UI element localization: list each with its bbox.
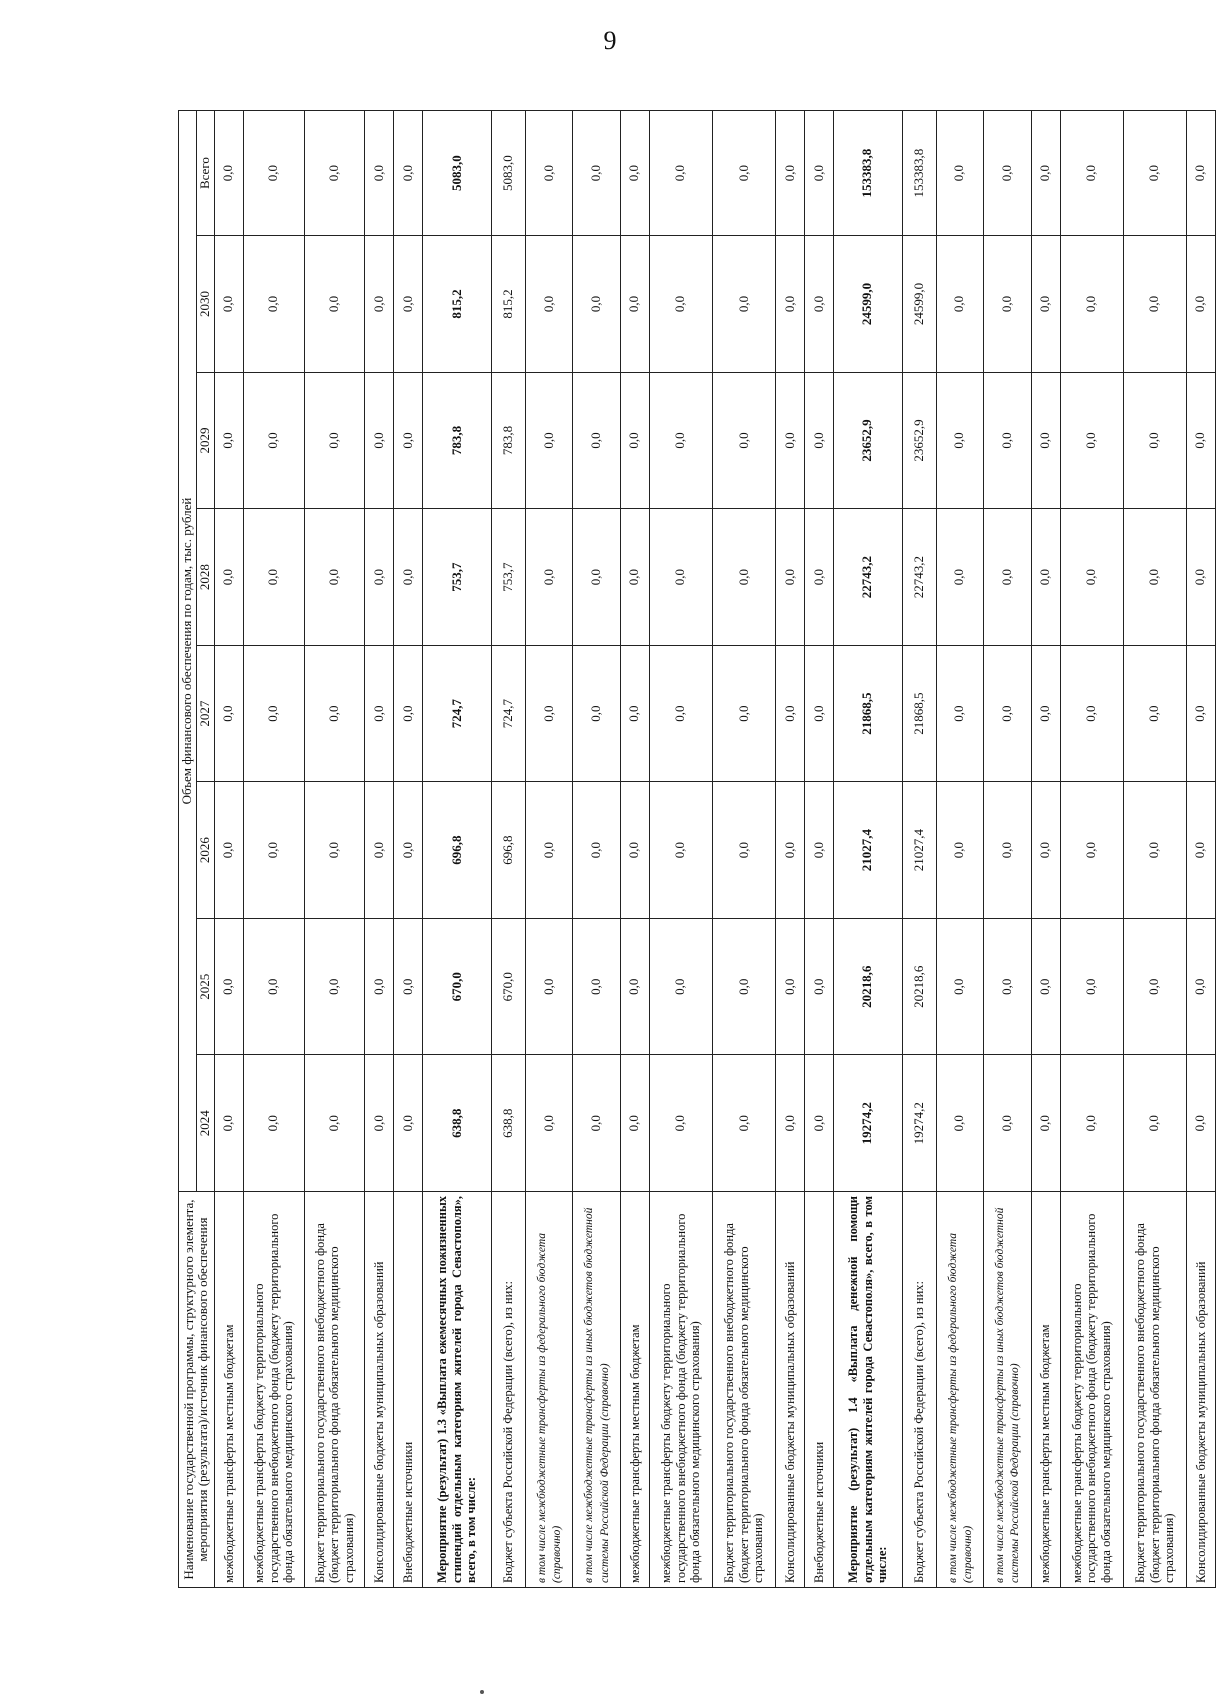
row-name-text: Консолидированные бюджеты муниципальных образований bbox=[782, 1261, 797, 1583]
total-value-cell: 0,0 bbox=[365, 111, 394, 236]
total-value-cell: 0,0 bbox=[394, 111, 423, 236]
table-row bbox=[834, 111, 902, 1588]
year-value-cell: 815,2 bbox=[423, 236, 491, 373]
row-name-cell bbox=[525, 1192, 572, 1588]
year-value-cell: 0,0 bbox=[1060, 1055, 1123, 1192]
year-value-cell: 0,0 bbox=[1186, 645, 1215, 782]
year-value-cell: 0,0 bbox=[936, 782, 983, 919]
total-value-cell: 0,0 bbox=[1060, 111, 1123, 236]
row-name-cell bbox=[649, 1192, 712, 1588]
row-name-text: межбюджетные трансферты местным бюджетам bbox=[221, 1324, 236, 1583]
total-value-cell: 0,0 bbox=[573, 111, 620, 236]
year-value-cell: 0,0 bbox=[776, 509, 805, 646]
year-value-cell: 0,0 bbox=[649, 918, 712, 1055]
row-name-text: Бюджет субъекта Российской Федерации (всего), из них: bbox=[911, 1280, 926, 1583]
year-value-cell: 21868,5 bbox=[834, 645, 902, 782]
table-row bbox=[1031, 111, 1060, 1588]
year-value-cell: 0,0 bbox=[394, 509, 423, 646]
year-value-cell: 0,0 bbox=[805, 236, 834, 373]
row-name-text: Внебюджетные источники bbox=[401, 1441, 416, 1583]
year-header: 2028 bbox=[196, 509, 214, 646]
year-value-cell: 0,0 bbox=[365, 782, 394, 919]
year-value-cell: 0,0 bbox=[573, 236, 620, 373]
year-value-cell: 0,0 bbox=[649, 1055, 712, 1192]
year-value-cell: 0,0 bbox=[1123, 236, 1186, 373]
year-value-cell: 0,0 bbox=[243, 782, 304, 919]
year-value-cell: 0,0 bbox=[1060, 372, 1123, 509]
table-row bbox=[491, 111, 525, 1588]
table-row bbox=[902, 111, 936, 1588]
year-value-cell: 0,0 bbox=[394, 372, 423, 509]
year-value-cell: 0,0 bbox=[620, 236, 649, 373]
year-value-cell: 0,0 bbox=[1123, 782, 1186, 919]
total-value-cell: 0,0 bbox=[1186, 111, 1215, 236]
row-name-cell bbox=[394, 1192, 423, 1588]
year-value-cell: 0,0 bbox=[1060, 509, 1123, 646]
total-value-cell: 153383,8 bbox=[902, 111, 936, 236]
year-value-cell: 0,0 bbox=[1186, 372, 1215, 509]
table-row bbox=[936, 111, 983, 1588]
year-value-cell: 0,0 bbox=[984, 236, 1031, 373]
year-value-cell: 0,0 bbox=[936, 236, 983, 373]
year-value-cell: 783,8 bbox=[491, 372, 525, 509]
year-value-cell: 0,0 bbox=[1031, 645, 1060, 782]
year-value-cell: 0,0 bbox=[1123, 1055, 1186, 1192]
total-value-cell: 0,0 bbox=[805, 111, 834, 236]
year-value-cell: 0,0 bbox=[243, 918, 304, 1055]
year-value-cell: 21027,4 bbox=[834, 782, 902, 919]
header-volume-cell: Объем финансового обеспечения по годам, тыс. рублей bbox=[179, 111, 197, 1192]
year-value-cell: 0,0 bbox=[984, 509, 1031, 646]
row-name-cell bbox=[984, 1192, 1031, 1588]
year-value-cell: 0,0 bbox=[620, 782, 649, 919]
year-value-cell: 0,0 bbox=[214, 509, 243, 646]
year-value-cell: 21868,5 bbox=[902, 645, 936, 782]
table-row bbox=[573, 111, 620, 1588]
year-value-cell: 696,8 bbox=[491, 782, 525, 919]
year-value-cell: 0,0 bbox=[304, 509, 365, 646]
year-value-cell: 0,0 bbox=[1186, 918, 1215, 1055]
year-value-cell: 0,0 bbox=[712, 782, 775, 919]
year-value-cell: 0,0 bbox=[1186, 782, 1215, 919]
year-value-cell: 0,0 bbox=[1060, 782, 1123, 919]
year-value-cell: 0,0 bbox=[525, 645, 572, 782]
year-value-cell: 0,0 bbox=[649, 645, 712, 782]
year-value-cell: 753,7 bbox=[491, 509, 525, 646]
year-value-cell: 19274,2 bbox=[902, 1055, 936, 1192]
year-value-cell: 0,0 bbox=[1123, 645, 1186, 782]
year-value-cell: 24599,0 bbox=[902, 236, 936, 373]
year-value-cell: 19274,2 bbox=[834, 1055, 902, 1192]
year-value-cell: 0,0 bbox=[776, 645, 805, 782]
year-value-cell: 0,0 bbox=[984, 782, 1031, 919]
year-value-cell: 670,0 bbox=[423, 918, 491, 1055]
header-name-cell: Наименование государственной программы, структурного элемента, мероприятия (результата)/источник финансового обеспечения bbox=[179, 1192, 215, 1588]
row-name-cell bbox=[573, 1192, 620, 1588]
row-name-text: межбюджетные трансферты местным бюджетам bbox=[1038, 1324, 1053, 1583]
year-value-cell: 0,0 bbox=[805, 782, 834, 919]
row-name-text: межбюджетные трансферты бюджету территориального государственного внебюджетного фонда (бюджету территориального фонда обязательного медицинского страхования) bbox=[659, 1213, 702, 1583]
total-value-cell: 5083,0 bbox=[491, 111, 525, 236]
year-value-cell: 0,0 bbox=[243, 645, 304, 782]
year-value-cell: 0,0 bbox=[573, 645, 620, 782]
year-value-cell: 0,0 bbox=[1031, 509, 1060, 646]
row-name-cell bbox=[423, 1192, 491, 1588]
year-value-cell: 0,0 bbox=[243, 1055, 304, 1192]
year-value-cell: 0,0 bbox=[1031, 918, 1060, 1055]
total-value-cell: 0,0 bbox=[525, 111, 572, 236]
table-row bbox=[620, 111, 649, 1588]
row-name-text: в том числе межбюджетные трансферты из федерального бюджета (справочно) bbox=[946, 1232, 974, 1583]
year-value-cell: 0,0 bbox=[214, 918, 243, 1055]
total-value-cell: 0,0 bbox=[214, 111, 243, 236]
year-value-cell: 0,0 bbox=[365, 918, 394, 1055]
year-value-cell: 0,0 bbox=[214, 1055, 243, 1192]
year-value-cell: 0,0 bbox=[214, 236, 243, 373]
row-name-text: Бюджет территориального государственного внебюджетного фонда (бюджет территориального фонда обязательного медицинского страхования) bbox=[312, 1223, 356, 1583]
row-name-cell bbox=[491, 1192, 525, 1588]
row-name-text: Консолидированные бюджеты муниципальных образований bbox=[1193, 1261, 1208, 1583]
year-value-cell: 0,0 bbox=[573, 372, 620, 509]
total-value-cell: 0,0 bbox=[1031, 111, 1060, 236]
year-value-cell: 0,0 bbox=[394, 918, 423, 1055]
year-header: 2029 bbox=[196, 372, 214, 509]
table-row bbox=[394, 111, 423, 1588]
row-name-text: в том числе межбюджетные трансферты из иных бюджетов бюджетной системы Российской Федерации (справочно) bbox=[583, 1207, 611, 1583]
table-row bbox=[423, 111, 491, 1588]
total-value-cell: 0,0 bbox=[936, 111, 983, 236]
year-value-cell: 0,0 bbox=[712, 1055, 775, 1192]
row-name-text: в том числе межбюджетные трансферты из иных бюджетов бюджетной системы Российской Федерации (справочно) bbox=[994, 1207, 1022, 1583]
year-value-cell: 0,0 bbox=[805, 509, 834, 646]
page-number: 9 bbox=[603, 26, 617, 55]
year-value-cell: 0,0 bbox=[1186, 1055, 1215, 1192]
year-value-cell: 0,0 bbox=[805, 645, 834, 782]
year-value-cell: 0,0 bbox=[649, 372, 712, 509]
year-value-cell: 0,0 bbox=[936, 918, 983, 1055]
year-header: 2030 bbox=[196, 236, 214, 373]
year-value-cell: 0,0 bbox=[1031, 236, 1060, 373]
table-row bbox=[1060, 111, 1123, 1588]
total-value-cell: 0,0 bbox=[1123, 111, 1186, 236]
year-value-cell: 23652,9 bbox=[834, 372, 902, 509]
year-value-cell: 0,0 bbox=[1123, 372, 1186, 509]
year-value-cell: 0,0 bbox=[712, 236, 775, 373]
total-value-cell: 0,0 bbox=[304, 111, 365, 236]
row-name-text: Мероприятие (результат) 1.4 «Выплата денежной помощи отдельным категориям жителей города Севастополя», всего, в том числе: bbox=[846, 1196, 889, 1583]
year-value-cell: 0,0 bbox=[984, 372, 1031, 509]
total-value-cell: 0,0 bbox=[776, 111, 805, 236]
year-value-cell: 0,0 bbox=[805, 1055, 834, 1192]
year-header: 2026 bbox=[196, 782, 214, 919]
row-name-cell bbox=[902, 1192, 936, 1588]
year-value-cell: 0,0 bbox=[1123, 918, 1186, 1055]
year-value-cell: 0,0 bbox=[1186, 236, 1215, 373]
year-value-cell: 0,0 bbox=[984, 1055, 1031, 1192]
year-value-cell: 0,0 bbox=[394, 645, 423, 782]
year-value-cell: 0,0 bbox=[776, 782, 805, 919]
year-value-cell: 0,0 bbox=[620, 372, 649, 509]
year-value-cell: 0,0 bbox=[525, 509, 572, 646]
row-name-text: Мероприятие (результат) 1.3 «Выплата ежемесячных пожизненных стипендий отдельным категориям жителей города Севастополя», всего, в том числе: bbox=[435, 1196, 479, 1583]
row-name-cell bbox=[834, 1192, 902, 1588]
year-value-cell: 21027,4 bbox=[902, 782, 936, 919]
total-value-cell: 0,0 bbox=[649, 111, 712, 236]
row-name-text: межбюджетные трансферты бюджету территориального государственного внебюджетного фонда (бюджету территориального фонда обязательного медицинского страхования) bbox=[1070, 1213, 1113, 1583]
year-value-cell: 0,0 bbox=[1060, 918, 1123, 1055]
year-value-cell: 0,0 bbox=[776, 236, 805, 373]
year-value-cell: 783,8 bbox=[423, 372, 491, 509]
year-value-cell: 0,0 bbox=[1060, 236, 1123, 373]
year-value-cell: 670,0 bbox=[491, 918, 525, 1055]
row-name-cell bbox=[620, 1192, 649, 1588]
year-value-cell: 696,8 bbox=[423, 782, 491, 919]
total-value-cell: 0,0 bbox=[712, 111, 775, 236]
total-value-cell: 0,0 bbox=[243, 111, 304, 236]
row-name-text: в том числе межбюджетные трансферты из федерального бюджета (справочно) bbox=[535, 1232, 564, 1583]
year-value-cell: 0,0 bbox=[365, 509, 394, 646]
table-row bbox=[805, 111, 834, 1588]
row-name-text: Консолидированные бюджеты муниципальных образований bbox=[372, 1261, 387, 1583]
year-value-cell: 0,0 bbox=[1060, 645, 1123, 782]
year-value-cell: 0,0 bbox=[365, 372, 394, 509]
year-value-cell: 0,0 bbox=[365, 1055, 394, 1192]
year-value-cell: 0,0 bbox=[573, 782, 620, 919]
total-value-cell: 0,0 bbox=[984, 111, 1031, 236]
year-value-cell: 724,7 bbox=[491, 645, 525, 782]
year-value-cell: 0,0 bbox=[394, 236, 423, 373]
year-value-cell: 0,0 bbox=[304, 918, 365, 1055]
year-value-cell: 0,0 bbox=[525, 372, 572, 509]
year-value-cell: 0,0 bbox=[936, 1055, 983, 1192]
year-value-cell: 0,0 bbox=[1186, 509, 1215, 646]
row-name-text: межбюджетные трансферты бюджету территориального государственного внебюджетного фонда (бюджету территориального фонда обязательного медицинского страхования) bbox=[252, 1213, 295, 1583]
scan-speck bbox=[480, 1690, 484, 1694]
year-value-cell: 0,0 bbox=[620, 509, 649, 646]
year-value-cell: 0,0 bbox=[525, 782, 572, 919]
year-value-cell: 724,7 bbox=[423, 645, 491, 782]
year-value-cell: 0,0 bbox=[649, 236, 712, 373]
table-row bbox=[525, 111, 572, 1588]
financing-table bbox=[178, 110, 1216, 1588]
table-row bbox=[243, 111, 304, 1588]
year-value-cell: 0,0 bbox=[243, 236, 304, 373]
year-value-cell: 0,0 bbox=[304, 1055, 365, 1192]
year-value-cell: 23652,9 bbox=[902, 372, 936, 509]
row-name-text: Бюджет территориального государственного внебюджетного фонда (бюджет территориального фонда обязательного медицинского страхования) bbox=[1133, 1223, 1176, 1583]
year-value-cell: 0,0 bbox=[1031, 372, 1060, 509]
table-row bbox=[1123, 111, 1186, 1588]
year-value-cell: 0,0 bbox=[620, 918, 649, 1055]
year-value-cell: 638,8 bbox=[491, 1055, 525, 1192]
table-row bbox=[365, 111, 394, 1588]
year-value-cell: 0,0 bbox=[984, 918, 1031, 1055]
year-value-cell: 0,0 bbox=[573, 1055, 620, 1192]
year-value-cell: 0,0 bbox=[936, 509, 983, 646]
table-row bbox=[214, 111, 243, 1588]
row-name-cell bbox=[304, 1192, 365, 1588]
year-value-cell: 0,0 bbox=[712, 645, 775, 782]
row-name-cell bbox=[214, 1192, 243, 1588]
year-value-cell: 0,0 bbox=[984, 645, 1031, 782]
year-value-cell: 0,0 bbox=[304, 645, 365, 782]
year-value-cell: 0,0 bbox=[525, 1055, 572, 1192]
row-name-text: межбюджетные трансферты местным бюджетам bbox=[627, 1324, 642, 1583]
table-row bbox=[712, 111, 775, 1588]
row-name-cell bbox=[365, 1192, 394, 1588]
year-value-cell: 0,0 bbox=[620, 645, 649, 782]
rotated-table-frame bbox=[178, 110, 1216, 1588]
year-value-cell: 0,0 bbox=[936, 372, 983, 509]
year-value-cell: 0,0 bbox=[214, 645, 243, 782]
year-value-cell: 0,0 bbox=[805, 918, 834, 1055]
total-value-cell: 153383,8 bbox=[834, 111, 902, 236]
total-header: Всего bbox=[196, 111, 214, 236]
year-header: 2024 bbox=[196, 1055, 214, 1192]
year-value-cell: 0,0 bbox=[649, 509, 712, 646]
year-value-cell: 0,0 bbox=[936, 645, 983, 782]
header-row-1 bbox=[179, 111, 197, 1588]
total-value-cell: 0,0 bbox=[620, 111, 649, 236]
row-name-cell bbox=[712, 1192, 775, 1588]
year-value-cell: 0,0 bbox=[573, 509, 620, 646]
year-value-cell: 0,0 bbox=[776, 1055, 805, 1192]
year-value-cell: 0,0 bbox=[1031, 1055, 1060, 1192]
row-name-cell bbox=[1186, 1192, 1215, 1588]
year-value-cell: 0,0 bbox=[776, 918, 805, 1055]
year-value-cell: 0,0 bbox=[304, 236, 365, 373]
year-value-cell: 0,0 bbox=[649, 782, 712, 919]
year-value-cell: 20218,6 bbox=[902, 918, 936, 1055]
table-row bbox=[984, 111, 1031, 1588]
year-value-cell: 22743,2 bbox=[834, 509, 902, 646]
year-value-cell: 815,2 bbox=[491, 236, 525, 373]
row-name-cell bbox=[1123, 1192, 1186, 1588]
year-value-cell: 0,0 bbox=[304, 782, 365, 919]
row-name-text: Бюджет территориального государственного внебюджетного фонда (бюджет территориального фонда обязательного медицинского страхования) bbox=[722, 1223, 766, 1583]
year-value-cell: 0,0 bbox=[365, 236, 394, 373]
year-value-cell: 0,0 bbox=[776, 372, 805, 509]
year-value-cell: 0,0 bbox=[365, 645, 394, 782]
year-value-cell: 0,0 bbox=[394, 1055, 423, 1192]
row-name-cell bbox=[936, 1192, 983, 1588]
year-value-cell: 0,0 bbox=[394, 782, 423, 919]
year-value-cell: 0,0 bbox=[573, 918, 620, 1055]
year-value-cell: 0,0 bbox=[214, 782, 243, 919]
table-row bbox=[304, 111, 365, 1588]
row-name-cell bbox=[1031, 1192, 1060, 1588]
table-row bbox=[776, 111, 805, 1588]
year-value-cell: 0,0 bbox=[805, 372, 834, 509]
year-value-cell: 0,0 bbox=[243, 372, 304, 509]
row-name-cell bbox=[805, 1192, 834, 1588]
year-value-cell: 0,0 bbox=[712, 509, 775, 646]
year-value-cell: 638,8 bbox=[423, 1055, 491, 1192]
row-name-text: Бюджет субъекта Российской Федерации (всего), из них: bbox=[501, 1280, 516, 1583]
row-name-cell bbox=[243, 1192, 304, 1588]
total-value-cell: 5083,0 bbox=[423, 111, 491, 236]
year-value-cell: 24599,0 bbox=[834, 236, 902, 373]
year-value-cell: 0,0 bbox=[304, 372, 365, 509]
row-name-text: Внебюджетные источники bbox=[811, 1441, 826, 1583]
year-value-cell: 0,0 bbox=[525, 236, 572, 373]
row-name-cell bbox=[1060, 1192, 1123, 1588]
year-value-cell: 0,0 bbox=[712, 372, 775, 509]
year-value-cell: 0,0 bbox=[1031, 782, 1060, 919]
table-row bbox=[1186, 111, 1215, 1588]
table-row bbox=[649, 111, 712, 1588]
row-name-cell bbox=[776, 1192, 805, 1588]
year-value-cell: 0,0 bbox=[525, 918, 572, 1055]
year-value-cell: 0,0 bbox=[620, 1055, 649, 1192]
year-header: 2025 bbox=[196, 918, 214, 1055]
year-value-cell: 22743,2 bbox=[902, 509, 936, 646]
year-value-cell: 0,0 bbox=[1123, 509, 1186, 646]
year-value-cell: 753,7 bbox=[423, 509, 491, 646]
year-value-cell: 0,0 bbox=[214, 372, 243, 509]
year-header: 2027 bbox=[196, 645, 214, 782]
year-value-cell: 20218,6 bbox=[834, 918, 902, 1055]
year-value-cell: 0,0 bbox=[243, 509, 304, 646]
year-value-cell: 0,0 bbox=[712, 918, 775, 1055]
